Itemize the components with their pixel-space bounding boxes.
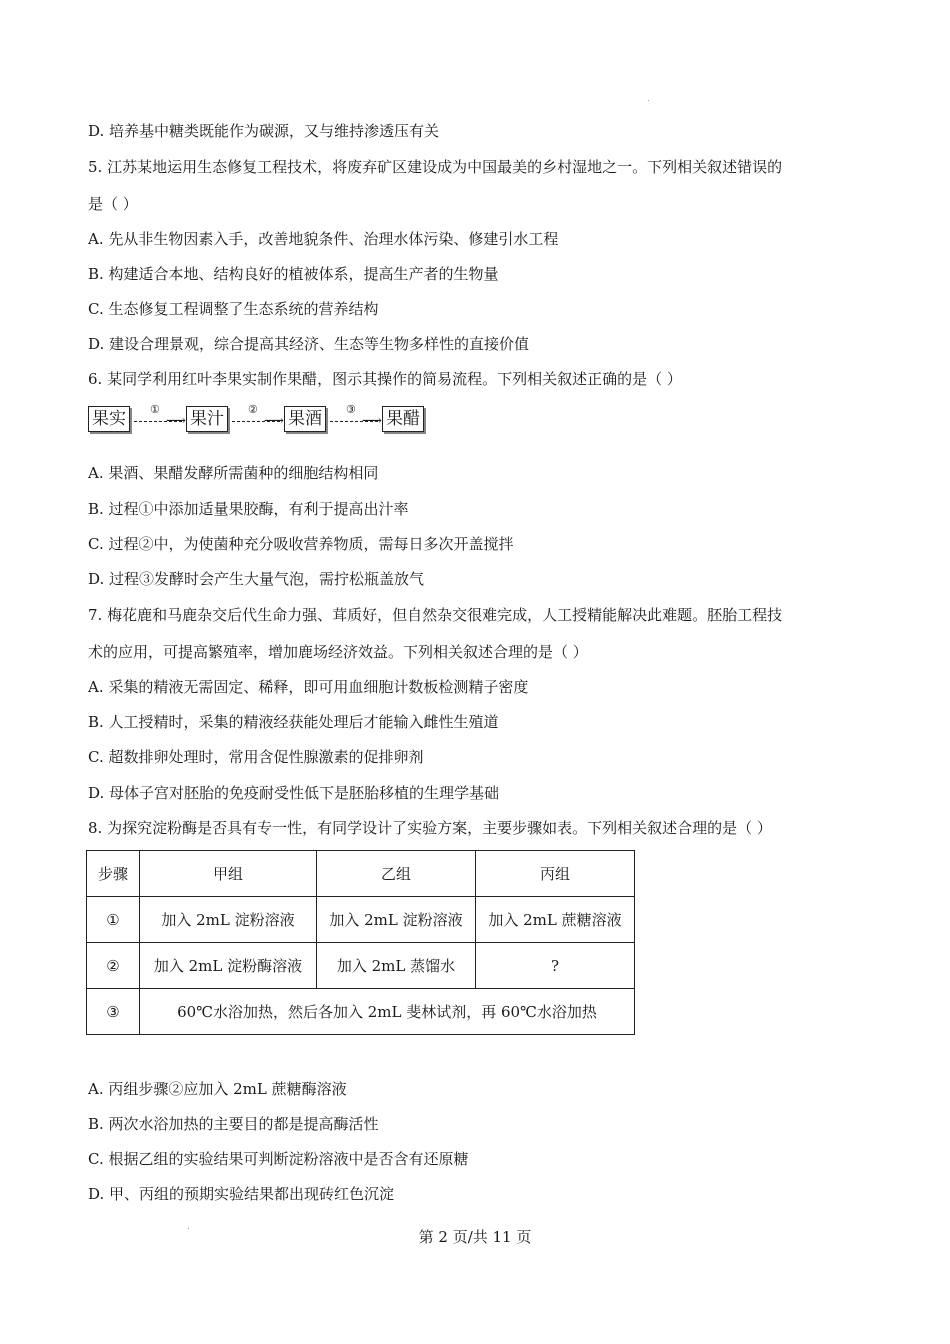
table-cell: ③ (87, 989, 140, 1035)
text-line: B. 人工授精时，采集的精液经获能处理后才能输入雌性生殖道 (88, 713, 499, 731)
text-line: 是（ ） (88, 195, 138, 213)
table-header-cell: 丙组 (476, 851, 635, 897)
flow-step-2: ② (248, 403, 258, 416)
table-cell: ? (476, 943, 635, 989)
scan-speck (648, 100, 649, 101)
flow-arrow-2: ② ⟶ (228, 407, 284, 431)
text-line: 6. 某同学利用红叶李果实制作果醋，图示其操作的简易流程。下列相关叙述正确的是（ ） (88, 370, 682, 388)
table-cell: 加入 2mL 蒸馏水 (317, 943, 476, 989)
flow-arrow-3: ③ ⟶ (326, 407, 382, 431)
table-header-cell: 步骤 (87, 851, 140, 897)
flow-box-fruit: 果实 (88, 406, 130, 432)
table-header-cell: 乙组 (317, 851, 476, 897)
flow-arrow-1: ① ⟶ (130, 407, 186, 431)
text-line: A. 采集的精液无需固定、稀释，即可用血细胞计数板检测精子密度 (88, 678, 529, 696)
text-line: D. 建设合理景观，综合提高其经济、生态等生物多样性的直接价值 (88, 335, 530, 353)
text-line: C. 过程②中，为使菌种充分吸收营养物质，需每日多次开盖搅拌 (88, 535, 514, 553)
table-cell: 加入 2mL 蔗糖溶液 (476, 897, 635, 943)
scan-speck (188, 1228, 189, 1229)
text-line: 7. 梅花鹿和马鹿杂交后代生命力强、茸质好，但自然杂交很难完成，人工授精能解决此难题。胚胎工程技 (88, 606, 783, 624)
table-row (87, 897, 635, 943)
table-cell: 加入 2mL 淀粉溶液 (140, 897, 317, 943)
table-cell: ① (87, 897, 140, 943)
text-line: C. 超数排卵处理时，常用含促性腺激素的促排卵剂 (88, 748, 424, 766)
text-line: B. 两次水浴加热的主要目的都是提高酶活性 (88, 1115, 379, 1133)
table-cell: 加入 2mL 淀粉酶溶液 (140, 943, 317, 989)
experiment-table (86, 850, 635, 1035)
text-line: A. 丙组步骤②应加入 2mL 蔗糖酶溶液 (88, 1080, 347, 1098)
table-header-row (87, 851, 635, 897)
text-line: D. 甲、丙组的预期实验结果都出现砖红色沉淀 (88, 1185, 395, 1203)
table-cell: ② (87, 943, 140, 989)
text-line: B. 过程①中添加适量果胶酶，有利于提高出汁率 (88, 500, 409, 518)
page-footer: 第 2 页/共 11 页 (418, 1228, 532, 1246)
text-line: C. 生态修复工程调整了生态系统的营养结构 (88, 300, 379, 318)
flow-step-1: ① (150, 403, 160, 416)
process-flow-diagram (88, 404, 424, 434)
table-header-cell: 甲组 (140, 851, 317, 897)
flow-step-3: ③ (346, 403, 356, 416)
flow-box-wine: 果酒 (284, 406, 326, 432)
text-line: D. 母体子宫对胚胎的免疫耐受性低下是胚胎移植的生理学基础 (88, 784, 500, 802)
text-line: A. 果酒、果醋发酵所需菌种的细胞结构相同 (88, 464, 379, 482)
table-merged-cell: 60℃水浴加热，然后各加入 2mL 斐林试剂，再 60℃水浴加热 (140, 989, 635, 1035)
text-line: B. 构建适合本地、结构良好的植被体系，提高生产者的生物量 (88, 265, 499, 283)
table-row (87, 989, 635, 1035)
text-line: C. 根据乙组的实验结果可判断淀粉溶液中是否含有还原糖 (88, 1150, 469, 1168)
flow-box-vinegar: 果醋 (382, 406, 424, 432)
text-line: 5. 江苏某地运用生态修复工程技术，将废弃矿区建设成为中国最美的乡村湿地之一。下列相关叙述错误的 (88, 158, 783, 176)
text-line: A. 先从非生物因素入手，改善地貌条件、治理水体污染、修建引水工程 (88, 230, 559, 248)
flow-box-juice: 果汁 (186, 406, 228, 432)
text-line: D. 过程③发酵时会产生大量气泡，需拧松瓶盖放气 (88, 570, 425, 588)
text-line: 8. 为探究淀粉酶是否具有专一性，有同学设计了实验方案，主要步骤如表。下列相关叙述合理的是（ ） (88, 819, 772, 837)
text-line: 术的应用，可提高繁殖率，增加鹿场经济效益。下列相关叙述合理的是（ ） (88, 643, 588, 661)
table-cell: 加入 2mL 淀粉溶液 (317, 897, 476, 943)
table-row (87, 943, 635, 989)
text-line: D. 培养基中糖类既能作为碳源，又与维持渗透压有关 (88, 122, 440, 140)
